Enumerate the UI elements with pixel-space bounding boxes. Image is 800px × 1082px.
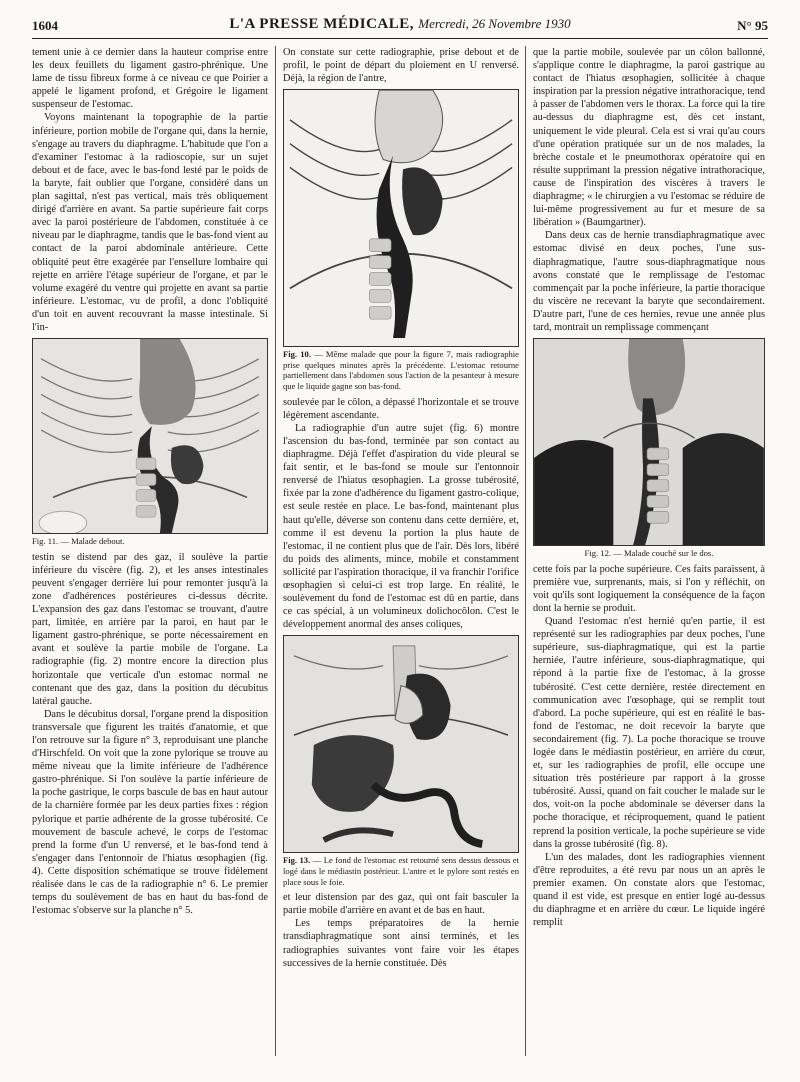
radiograph-fig-10	[283, 89, 519, 347]
radiograph-fig-13	[283, 635, 519, 853]
paragraph: et leur distension par des gaz, qui ont fait basculer la partie mobile d'arrière en avant et de bas en haut.	[283, 892, 519, 917]
journal-name: L'A PRESSE MÉDICALE,	[229, 16, 414, 32]
radiograph-fig-11	[32, 338, 268, 534]
paragraph: Les temps préparatoires de la hernie transdiaphragmatique sont ainsi terminés, et les radiographies suivantes vont faire voir les étapes successives de la hernie constituée. Dès	[283, 918, 519, 969]
figure-13	[283, 635, 519, 887]
column-divider	[525, 46, 526, 1056]
figure-caption-text: — Le fond de l'estomac est retourné sens dessus dessous et logé dans le médiastin postérieur. L'antre et le pylore sont restés en place sous le foie.	[283, 855, 519, 887]
paragraph: On constate sur cette radiographie, prise debout et de profil, le point de départ du ploiement en U renversé. Déjà, la région de l'antre,	[283, 47, 519, 85]
paragraph: cette fois par la poche supérieure. Ces faits paraissent, à première vue, surprenants, mais, si l'on y réfléchit, on voit qu'ils sont logiquement la conséquence de la façon dont la hernie se produit.	[533, 563, 765, 614]
paragraph: La radiographie d'un autre sujet (fig. 6) montre l'ascension du bas-fond, terminée par son contact au diaphragme. Déjà l'effet d'aspiration du vide pleural se fait sentir, et le bas-fond se moule sur l'entonnoir renversé de l'hiatus œsophagien. La grosse tubérosité, fixée par la zone d'adhérence du ligament gastro-colique, est seule restée en place. Le bas-fond, maintenant plus haut qu'elle, déverse son contenu dans cette dernière, et, comme il est devenu la portion la plus haute de l'estomac, il ne contient plus que de l'air. Dès lors, libéré du poids des aliments, mince, mobile et constamment sollicité par l'aspiration thoracique, il va franchir l'orifice œsophagien si celui-ci est trop large. En réalité, le soulèvement du fond de l'estomac est dû en partie, dans ce cas spécial, à un volumineux dolichocôlon. C'est le développement anormal des anses coliques,	[283, 422, 519, 631]
radiograph-fig-12	[533, 338, 765, 546]
column-divider	[275, 46, 276, 1056]
column-3	[533, 46, 765, 929]
paragraph: soulevée par le côlon, a dépassé l'horizontale et se trouve légèrement ascendante.	[283, 396, 519, 421]
page-header	[32, 14, 768, 39]
issue-date: Mercredi, 26 Novembre 1930	[418, 16, 571, 31]
issue-number: N° 95	[737, 18, 768, 33]
figure-11	[32, 338, 268, 547]
figure-12	[533, 338, 765, 559]
paragraph: testin se distend par des gaz, il soulève la partie inférieure du viscère (fig. 2), et les anses intestinales peuvent s'engager derrière lui pour remonter jusqu'à la zone d'adhérences postérieures ci-dessus décrite. L'expansion des gaz dans l'estomac se trouvant, d'autre part, limitée, en arrière par la paroi, en haut par le ligament gastro-phrénique, se porte nécessairement en avant et soulève la partie mobile de l'organe. La radiographie (fig. 2) montre encore la direction plus horizontale que verticale d'un estomac normal ne contenant que des gaz, dans la position du décubitus latéral gauche.	[32, 551, 268, 707]
paragraph: Dans deux cas de hernie transdiaphragmatique avec estomac divisé en deux poches, l'une sus-diaphragmatique, l'autre sous-diaphragmatique nous avons constaté que le remplissage de l'estomac commençait par la poche inférieure, la partie thoracique du viscère ne recevant la baryte que secondairement. D'autre part, l'une de ces hernies, revue une année plus tard, montrait un remplissage commençant	[533, 230, 765, 333]
figure-caption: Fig. 12. — Malade couché sur le dos.	[584, 548, 714, 559]
paragraph: Dans le décubitus dorsal, l'organe prend la disposition transversale que figurent les traités d'anatomie, et que l'on retrouve sur la figure n° 3, reproduisant une planche d'Hirschfeld. On voit que la zone pylorique se trouve au même niveau que la limite inférieure de l'adhérence gastro-phrénique. Si l'on soulève la partie inférieure de la poche gastrique, le corps bascule de bas en haut autour de la charnière formée par les deux parties fixes : région pylorique et partie adhérente de la grosse tubérosité. Ce mouvement de bascule achevé, le corps de l'estomac prend la forme d'un U renversé, et le bas-fond tend à s'engager dans l'entonnoir de l'hiatus œsophagien (fig. 4). Cette disposition schématique se trouve fidèlement réalisée dans le cas de la radiographie n° 6. Le premier temps du soulèvement de bas en haut du bas-fond de l'estomac s'observe sur la planche n° 5.	[32, 708, 268, 917]
journal-title	[32, 16, 768, 33]
figure-label: Fig. 13.	[283, 855, 311, 866]
figure-caption: Fig. 11. — Malade debout.	[32, 536, 125, 547]
column-1	[32, 46, 268, 917]
figure-label: Fig. 10.	[283, 349, 311, 360]
paragraph: que la partie mobile, soulevée par un côlon ballonné, s'applique contre le diaphragme, la paroi gastrique au contact de l'hiatus œsophagien, sollicitée à chaque inspiration par la pression négative intrathoracique, tend à passer de l'abdomen vers le thorax. La force qui la tire au-dessus du diaphragme est, dès cet instant, uniquement le vide pleural. Cela est si vrai qu'au cours d'une opération pratiquée sur un de nos malades, la brèche costale et le pneumothorax opératoire qui en résulte supprimant la pression négative intrathoracique, cause de l'inspiration des viscères à travers le diaphragme; « le chirurgien a vu l'estomac se réduire de lui-même progressivement au fur et mesure de sa libération » (Baumgartner).	[533, 47, 765, 229]
page-number: 1604	[32, 18, 58, 33]
figure-caption	[283, 855, 519, 887]
column-2	[283, 46, 519, 970]
paragraph: Voyons maintenant la topographie de la partie inférieure, portion mobile de l'organe qui, dans la hernie, s'engage au travers du diaphragme. L'habitude que l'on a d'examiner l'estomac à la radioscopie, sur un sujet debout et de face, avec le bas-fond lesté par le poids de la baryte, fait oublier que l'organe, considéré dans un plan sagittal, n'est pas vertical, mais très obliquement dirigé d'arrière en avant. Sa partie supérieure fait corps avec la paroi postérieure de l'abdomen, constituée à ce niveau par le diaphragme, tandis que le bas-fond vient au contact de la paroi abdominale antérieure. Cette obliquité peut être exagérée par l'ensellure lombaire qui rejette en arrière l'étage supérieur de l'organe, et par le volume exagéré du ventre qui projette en avant sa partie inférieure. L'estomac, vu de profil, a donc l'obliquité d'un toit en auvent recouvrant la masse intestinale. Si l'in-	[32, 112, 268, 333]
paragraph: tement unie à ce dernier dans la hauteur comprise entre les deux feuillets du ligament gastro-phrénique. Une lame de tissu fibreux forme à ce niveau ce que Poirier a appelé le ligament profond, et Grégoire le ligament suspenseur de l'estomac.	[32, 47, 268, 111]
figure-10	[283, 89, 519, 391]
paragraph: L'un des malades, dont les radiographies viennent d'être reproduites, a été revu par nous un an après le premier examen. On constate alors que l'estomac, quand il est vide, est presque en entier logé au-dessus du diaphragme et en arrière du cœur. Le liquide ingéré remplit	[533, 851, 765, 929]
figure-caption	[283, 349, 519, 391]
figure-caption-text: — Même malade que pour la figure 7, mais radiographie prise quelques minutes après la précédente. L'estomac retourne partiellement dans l'abdomen sous l'action de la pesanteur à mesure que le liquide gagne son bas-fond.	[283, 349, 519, 392]
paragraph: Quand l'estomac n'est hernié qu'en partie, il est représenté sur les radiographies par deux poches, l'une supérieure, sus-diaphragmatique, qui est la partie herniée, l'autre inférieure, sous-diaphragmatique, qui répond à la partie fixe de l'estomac, à la grosse tubérosité. C'est cette dernière, restée directement en communication avec l'œsophage, qui se remplit tout d'abord. La poche supérieure, qui est en réalité le bas-fond de l'estomac, ne doit recevoir la baryte que secondairement (fig. 7). La poche thoracique se trouve logée dans le médiastin postérieur, en arrière du cœur, et, sur les radiographies de profil, elle occupe une situation très postérieure par rapport à la grosse tubérosité. Aussi, quand on fait coucher le malade sur le dos, voit-on la poche abdominale se déverser dans la poche thoracique, et réciproquement, quand le patient reprend la position verticale, la poche supérieure se vide dans la grosse tubérosité (fig. 8).	[533, 616, 765, 850]
